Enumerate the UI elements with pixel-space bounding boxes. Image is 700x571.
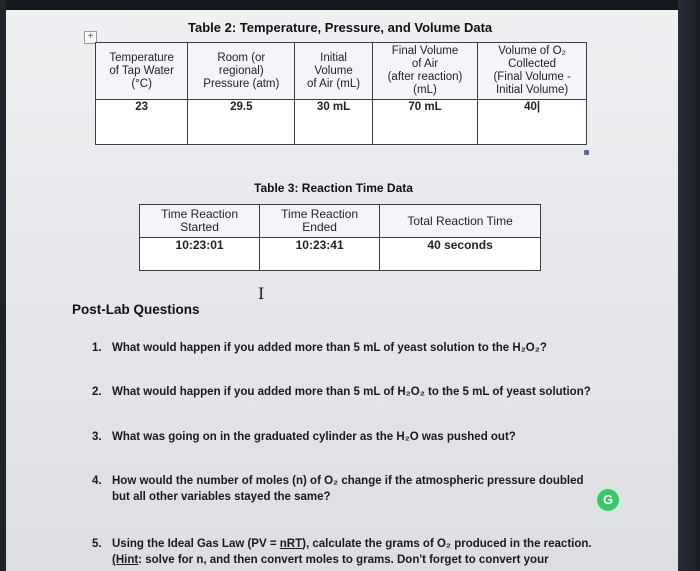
header-temperature[interactable] (96, 43, 188, 100)
cell-initial-volume[interactable]: 30 mL (295, 100, 372, 145)
question-number: 4. (92, 475, 102, 487)
header-volume-o2[interactable] (478, 43, 587, 100)
header-line: (after reaction) (387, 71, 463, 83)
header-line: Total Reaction Time (407, 213, 513, 228)
header-total-time[interactable] (380, 205, 541, 238)
monitor-bezel-top (0, 0, 700, 10)
header-line: of Tap Water (109, 64, 174, 77)
question-number: 5. (92, 538, 102, 550)
header-line: Started (180, 220, 219, 234)
monitor-bezel-left (0, 0, 6, 571)
table-row (96, 100, 587, 145)
question-text-underlined: nRT (279, 538, 303, 550)
table-resize-handle[interactable] (584, 150, 589, 155)
header-line: Volume (314, 64, 353, 77)
header-room-pressure[interactable] (188, 43, 295, 100)
table3-title: Table 3: Reaction Time Data (254, 181, 413, 195)
cell-temperature[interactable]: 23 (96, 100, 188, 145)
question-text: What would happen if you added more than 5 mL of H₂O₂ to the 5 mL of yeast solution? (112, 386, 591, 398)
cell-pressure[interactable]: 29.5 (188, 100, 295, 145)
header-line: Volume of O₂ (498, 45, 566, 57)
temperature-pressure-volume-table (95, 42, 587, 145)
reaction-time-table (139, 204, 541, 271)
header-line: Final Volume (391, 45, 459, 57)
header-line: (°C) (131, 77, 152, 90)
question-text-line2: but all other variables stayed the same? (112, 491, 331, 503)
question-4[interactable] (92, 473, 612, 505)
question-number: 2. (92, 386, 102, 398)
cell-total-time[interactable]: 40 seconds (380, 238, 541, 271)
header-line: regional) (218, 64, 264, 77)
cell-time-ended[interactable]: 10:23:41 (260, 238, 380, 271)
monitor-bezel-right (678, 0, 700, 571)
table-header-row (140, 205, 541, 238)
header-time-ended[interactable] (260, 205, 380, 238)
header-line: (mL) (413, 84, 437, 96)
header-line: of Air (411, 58, 439, 70)
text-cursor-icon: I (258, 284, 265, 303)
header-line: Time Reaction (281, 207, 359, 221)
header-initial-volume[interactable] (295, 43, 372, 100)
question-3[interactable] (92, 429, 516, 445)
question-text-line2 (92, 552, 632, 568)
question-text-part: ), calculate the grams of O₂ produced in the reaction. (302, 538, 592, 550)
question-5[interactable] (92, 536, 632, 568)
post-lab-title: Post-Lab Questions (72, 302, 200, 317)
header-line: Ended (302, 220, 337, 234)
hint-label: (Hint (112, 554, 139, 566)
question-text-part: Using the Ideal Gas Law (PV = (112, 538, 280, 550)
table-move-handle-icon[interactable]: + (84, 31, 97, 44)
header-line: Room (or (217, 51, 266, 64)
header-final-volume[interactable] (372, 43, 477, 100)
header-time-started[interactable] (140, 205, 260, 238)
header-line: Collected (508, 58, 557, 70)
table-header-row (96, 43, 587, 100)
header-line: Initial Volume) (495, 84, 569, 96)
cell-final-volume[interactable]: 70 mL (372, 100, 477, 145)
table2-title: Table 2: Temperature, Pressure, and Volume Data (188, 20, 493, 35)
question-number: 3. (92, 431, 102, 443)
header-line: Time Reaction (161, 207, 238, 221)
table-row (140, 238, 541, 271)
header-line: of Air (mL) (307, 77, 361, 90)
grammarly-icon[interactable]: G (597, 489, 619, 511)
question-1[interactable] (92, 340, 547, 356)
header-line: Temperature (109, 51, 174, 64)
question-2[interactable] (92, 384, 591, 400)
question-number: 1. (92, 342, 102, 354)
header-line: Initial (320, 51, 347, 64)
header-line: Pressure (atm) (203, 77, 280, 90)
question-text: What was going on in the graduated cylinder as the H₂O was pushed out? (112, 431, 516, 443)
question-text-line1: How would the number of moles (n) of O₂ change if the atmospheric pressure doubled (112, 475, 584, 487)
cell-volume-o2[interactable]: 40| (478, 100, 587, 145)
hint-text: : solve for n, and then convert moles to grams. Don't forget to convert your (138, 554, 549, 566)
header-line: (Final Volume - (493, 71, 571, 83)
question-text: What would happen if you added more than 5 mL of yeast solution to the H₂O₂? (112, 342, 547, 354)
cell-time-started[interactable]: 10:23:01 (140, 238, 260, 271)
